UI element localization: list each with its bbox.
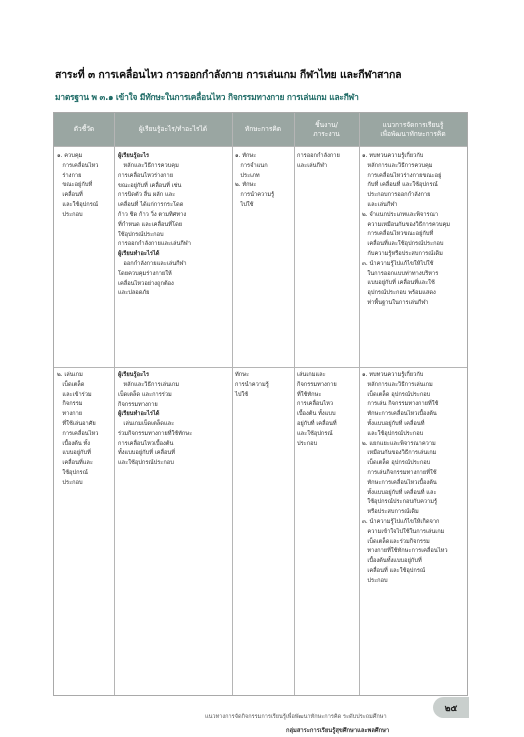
row1-learner-body-what: หลักและวิธีการควบคุม การเคลื่อนไหวร่างกาย ขณะอยู่กับที่ เคลื่อนที่ เช่น การบิดตัว ลื่น ผลัก และ เคลื่อนที่ ได้แก่การกระโดด ก้าว ชิด ก้าว วิ่ง ตามทิศทาง ที่กำหนด และเคลื่อนที่โดย ใช้อุปกรณ์ประกอบ การออกกำลังกายและเล่นกีฬา — [118, 163, 191, 248]
standard-statement: มาตรฐาน พ ๓.๑ เข้าใจ มีทักษะในการเคลื่อนไหว กิจกรรมทางกาย การเล่นเกม และกีฬา — [55, 92, 359, 102]
column-divider — [232, 113, 233, 695]
row1-learner-heading-what: ผู้เรียนรู้อะไร — [118, 153, 149, 159]
row-divider — [54, 367, 467, 368]
row2-thinking-skill: ทักษะ การนำความรู้ ไปใช้ — [235, 372, 269, 398]
footer-book-title: แนวทางการจัดกิจกรรมการเรียนรู้เพื่อพัฒนาทักษะการคิด ระดับประถมศึกษา — [205, 714, 387, 720]
row-divider — [54, 146, 467, 147]
header-guideline: แนวการจัดการเรียนรู้ เพื่อพัฒนาทักษะการคิด — [380, 120, 446, 138]
table-header — [54, 113, 467, 146]
column-divider — [114, 113, 115, 695]
footer-subject-group: กลุ่มสาระการเรียนรู้สุขศึกษาและพลศึกษา — [286, 728, 390, 734]
page-number: ๒๕ — [433, 697, 469, 718]
row2-task: เล่นเกมและ กิจกรรมทางกาย ที่ใช้ทักษะ การเคลื่อนไหว เบื้องต้น ทั้งแบบ อยู่กับที่ เคลื่อนที่ และใช้อุปกรณ์ ประกอบ — [297, 372, 337, 447]
row1-indicator: ๑. ควบคุม การเคลื่อนไหว ร่างกาย ขณะอยู่กับที่ เคลื่อนที่ และใช้อุปกรณ์ ประกอบ — [57, 153, 99, 218]
row1-thinking-skill: ๑. ทักษะ การจำแนก ประเภท ๒. ทักษะ การนำความรู้ ไปใช้ — [235, 153, 275, 208]
row1-learner-heading-can: ผู้เรียนทำอะไรได้ — [118, 251, 160, 257]
section-heading: สาระที่ ๓ การเคลื่อนไหว การออกกำลังกาย การเล่นเกม กีฬาไทย และกีฬาสากล — [55, 69, 402, 81]
row2-indicator: ๒. เล่นเกม เบ็ดเตล็ด และเข้าร่วม กิจกรรม ทางกาย ที่ใช้เล่นอาศัย การเคลื่อนไหว เบื้องต้น ทั้ง แบบอยู่กับที่ เคลื่อนที่และ ใช้อุปกรณ์ ประกอบ — [57, 372, 99, 486]
header-task: ชิ้นงาน/ ภาระงาน — [313, 120, 340, 138]
column-divider — [294, 113, 295, 695]
row2-learner-body-can: เล่นเกมเบ็ดเตล็ดและ ร่วมกิจกรรมทางกายที่ใช้ทักษะ การเคลื่อนไหวเบื้องต้น ทั้งแบบอยู่กับที่ เคลื่อนที่ และใช้อุปกรณ์ประกอบ — [118, 421, 193, 467]
header-thinking-skill: ทักษะการคิด — [244, 125, 282, 133]
curriculum-table — [53, 112, 468, 696]
row2-learner-heading-can: ผู้เรียนทำอะไรได้ — [118, 411, 160, 417]
row2-learner-body-what: หลักและวิธีการเล่นเกม เบ็ดเตล็ด และการร่วม กิจกรรมทางกาย — [118, 382, 180, 408]
row1-task: การออกกำลังกาย และเล่นกีฬา — [297, 153, 340, 169]
header-learner: ผู้เรียนรู้อะไร/ทำอะไรได้ — [138, 125, 208, 133]
row2-guideline: ๑. ทบทวนความรู้เกี่ยวกับ หลักการและวิธีการเล่นเกม เบ็ดเตล็ด อุปกรณ์ประกอบ การเล่น กิจกรรมทางกายที่ใช้ ทักษะการเคลื่อนไหวเบื้องต้น ทั้งแบบอยู่กับที่ เคลื่อนที่ และใช้อุปกรณ์ประกอบ ๒. แยกแยะและพิจารณาความ เหมือนกันของวิธีการเล่นเกม เบ็ดเตล็ด อุปกรณ์ประกอบ การเล่นกิจกรรมทางกายที่ใช้ ทักษะการเคลื่อนไหวเบื้องต้น ทั้งแบบอยู่กับที่ เคลื่อนที่ และ ใช้อุปกรณ์ประกอบกับความรู้ หรือประสบการณ์เดิม ๓. นำความรู้ไปแก้ไขให้เกิดจาก ความเข้าใจไปใช้ในการเล่นเกม เบ็ดเตล็ดและร่วมกิจกรรม ทางกายที่ใช้ทักษะการเคลื่อนไหว เบื้องต้นทั้งแบบอยู่กับที่ เคลื่อนที่ และใช้อุปกรณ์ ประกอบ — [362, 372, 448, 584]
header-indicator: ตัวชี้วัด — [73, 125, 95, 133]
row1-guideline: ๑. ทบทวนความรู้เกี่ยวกับ หลักการและวิธีการควบคุม การเคลื่อนไหวร่างกายขณะอยู่ กับที่ เคลื่อนที่ และใช้อุปกรณ์ ประกอบการออกกำลังกาย และเล่นกีฬา ๒. จำแนกประเภทและพิจารณา ความเหมือนกันของวิธีการควบคุม การเคลื่อนไหวขณะอยู่กับที่ เคลื่อนที่และใช้อุปกรณ์ประกอบ กับความรู้หรือประสบการณ์เดิม ๓. นำความรู้ไปแก้ไขให้ไปใช้ ในการออกแบบท่าทางบริหาร แบบอยู่กับที่ เคลื่อนที่และใช้ อุปกรณ์ประกอบ พร้อมแสดง ท่าพื้นฐานในการเล่นกีฬา — [362, 153, 451, 306]
row2-learner-heading-what: ผู้เรียนรู้อะไร — [118, 372, 149, 378]
row1-learner-body-can: ออกกำลังกายและเล่นกีฬา โดยควบคุมร่างกายให้ เคลื่อนไหวอย่างถูกต้อง และปลอดภัย — [118, 261, 187, 297]
column-divider — [359, 113, 360, 695]
